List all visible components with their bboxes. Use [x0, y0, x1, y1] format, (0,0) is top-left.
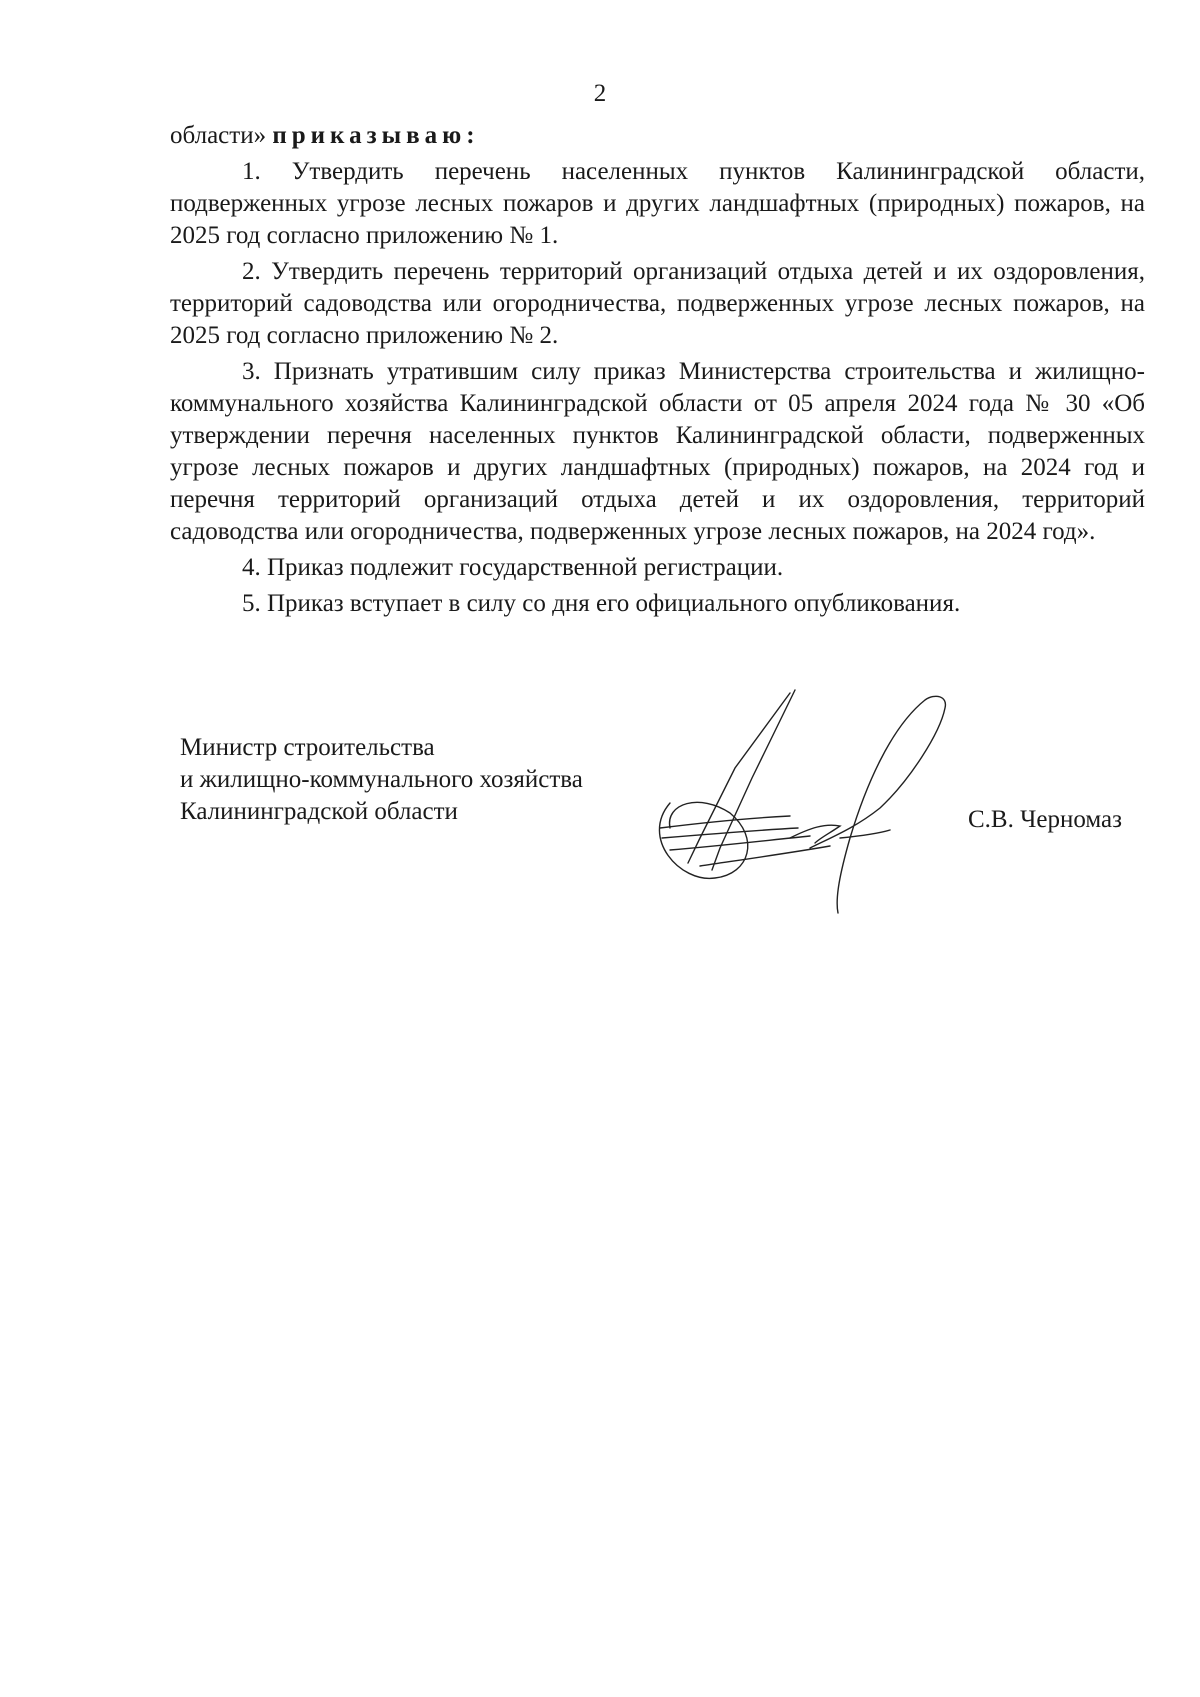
signer-position-line-3: Калининградской области	[180, 798, 458, 825]
order-item-3: 3. Признать утратившим силу приказ Министерства строительства и жилищно-коммунального хозяйства Калининградской области от 05 апреля 2024 года № 30 «Об утверждении перечня населенных пунктов Калининградской области, подверженных угрозе лесных пожаров и других ландшафтных (природных) пожаров, на 2024 год и перечня территорий организаций отдыха детей и их оздоровления, территорий садоводства или огородничества, подверженных угрозе лесных пожаров, на 2024 год».	[170, 358, 1145, 545]
signer-name: С.В. Черномаз	[968, 806, 1122, 833]
document-body	[170, 120, 1145, 624]
signer-position-line-2: и жилищно-коммунального хозяйства	[180, 766, 583, 793]
order-item-1: 1. Утвердить перечень населенных пунктов Калининградской области, подверженных угрозе лесных пожаров и других ландшафтных (природных) пожаров, на 2025 год согласно приложению № 1.	[170, 158, 1145, 249]
order-item-2: 2. Утвердить перечень территорий организаций отдыха детей и их оздоровления, территорий садоводства или огородничества, подверженных угрозе лесных пожаров, на 2025 год согласно приложению № 2.	[170, 258, 1145, 349]
signer-position	[180, 732, 583, 828]
order-keyword: приказываю:	[272, 122, 480, 149]
page-number: 2	[593, 80, 607, 107]
signature-icon	[640, 688, 960, 918]
signer-position-line-1: Министр строительства	[180, 734, 435, 761]
intro-line	[170, 120, 1145, 152]
order-item-4: 4. Приказ подлежит государственной регистрации.	[242, 554, 784, 581]
order-item-5: 5. Приказ вступает в силу со дня его официального опубликования.	[242, 590, 961, 617]
intro-prefix: области»	[170, 122, 267, 149]
